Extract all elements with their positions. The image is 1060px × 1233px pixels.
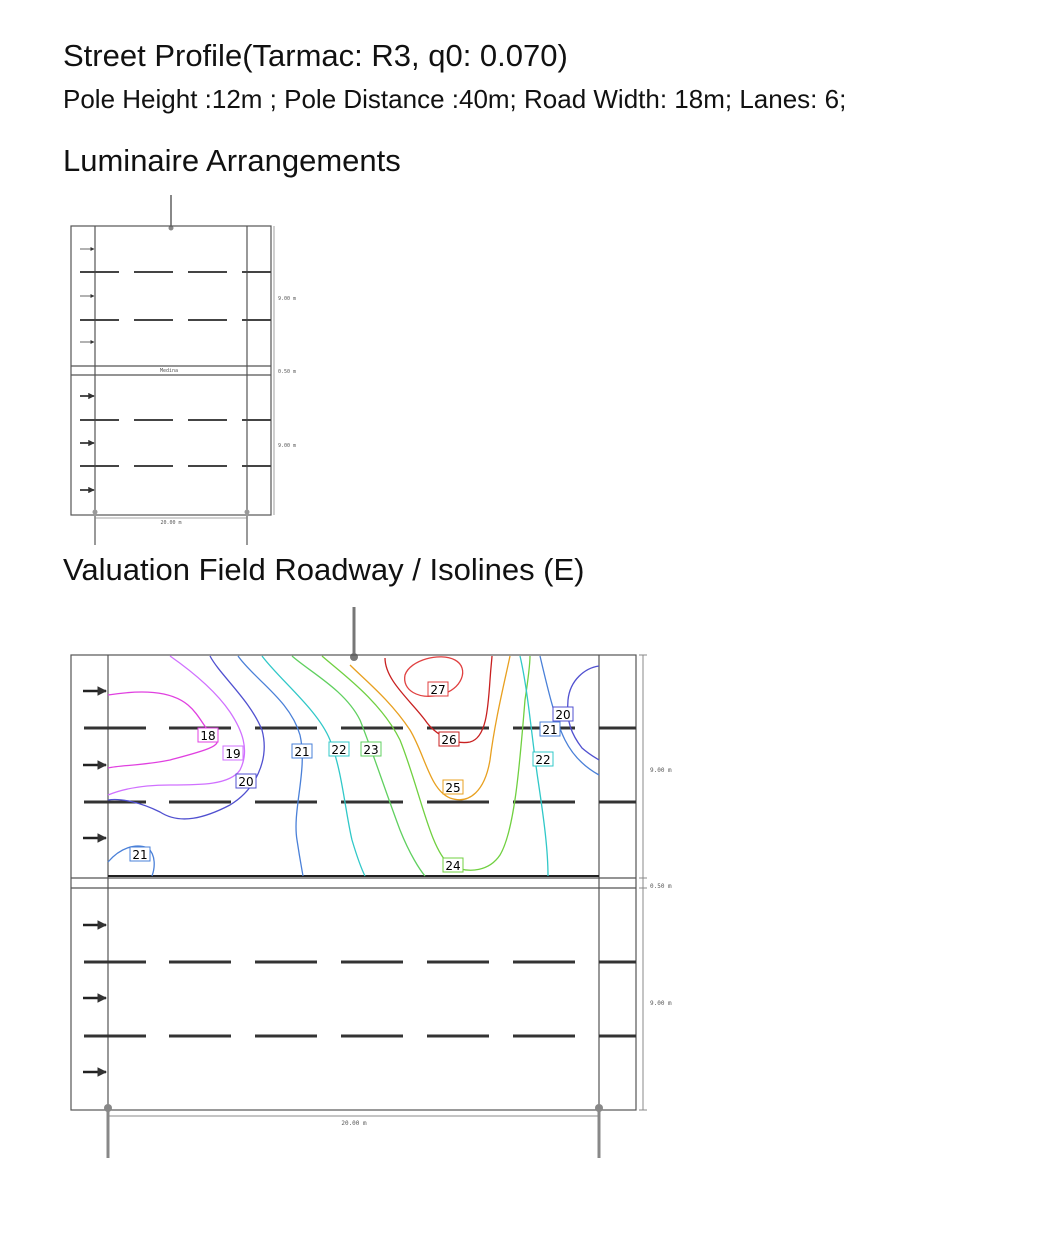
street-profile-details: Pole Height :12m ; Pole Distance :40m; Road Width: 18m; Lanes: 6; (63, 84, 847, 114)
label-20-left: 20 (238, 775, 254, 789)
luminaire-diagram (71, 195, 296, 545)
isoline-24 (322, 656, 530, 870)
label-21-small: 21 (132, 848, 148, 862)
label-26: 26 (441, 733, 457, 747)
label-27: 27 (430, 683, 446, 697)
valuation-diagram (71, 607, 672, 1158)
luminaire-arrangements-title: Luminaire Arrangements (63, 143, 401, 178)
valuation-dim-median: 0.50 m (650, 883, 672, 890)
valuation-dim-length: 20.00 m (341, 1120, 367, 1127)
isoline-labels (130, 682, 573, 873)
label-18: 18 (200, 729, 216, 743)
label-22-right: 22 (535, 753, 551, 767)
label-21-left: 21 (294, 745, 310, 759)
label-19: 19 (225, 747, 241, 761)
median-label: Medina (160, 368, 179, 374)
isoline-20-left (108, 656, 264, 819)
valuation-field-title: Valuation Field Roadway / Isolines (E) (63, 552, 585, 587)
isoline-23 (292, 656, 425, 876)
label-25: 25 (445, 781, 461, 795)
label-24: 24 (445, 859, 461, 873)
label-22-left: 22 (331, 743, 347, 757)
valuation-dim-bottom: 9.00 m (650, 1000, 672, 1007)
valuation-dim-top: 9.00 m (650, 767, 672, 774)
label-21-right: 21 (542, 723, 558, 737)
isoline-21-left (238, 656, 303, 876)
valuation-lamp-top (350, 653, 358, 661)
direction-arrows (80, 249, 94, 490)
isoline-26 (385, 656, 492, 743)
dim-length: 20.00 m (160, 520, 182, 526)
valuation-direction-arrows (83, 691, 106, 1072)
valuation-lane-dashes (84, 728, 636, 1036)
isoline-22-left (262, 656, 365, 876)
label-20-right: 20 (555, 708, 571, 722)
dim-top: 9.00 m (278, 296, 297, 302)
isoline-19 (108, 656, 245, 795)
label-23: 23 (363, 743, 379, 757)
dim-bottom: 9.00 m (278, 443, 297, 449)
isolines (108, 656, 599, 876)
dim-median: 0.50 m (278, 369, 297, 375)
street-profile-title: Street Profile(Tarmac: R3, q0: 0.070) (63, 38, 568, 73)
